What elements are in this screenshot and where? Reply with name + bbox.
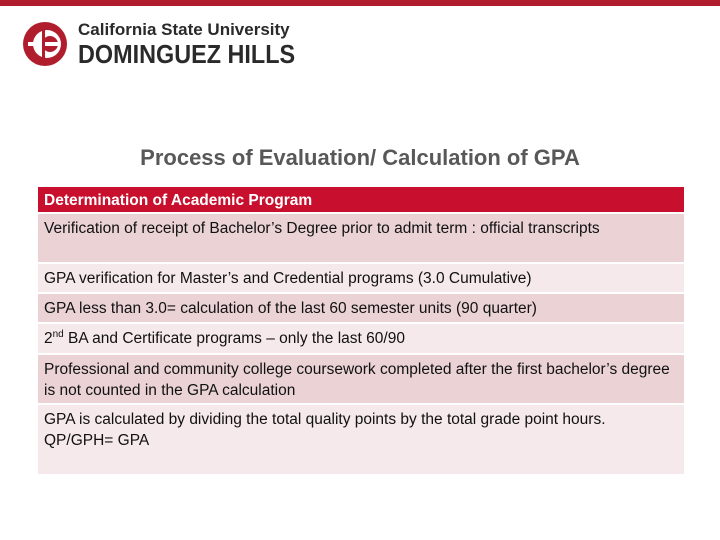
row-text: BA and Certificate programs – only the last 60/90	[63, 330, 405, 347]
table-row: GPA is calculated by dividing the total quality points by the total grade point hours. QP/GPH= GPA	[38, 405, 684, 476]
row-prefix: 2	[44, 330, 53, 347]
table-row: Professional and community college coursework completed after the first bachelor’s degree is not counted in the GPA calculation	[38, 355, 684, 405]
table-row: Verification of receipt of Bachelor’s Degree prior to admit term : official transcripts	[38, 214, 684, 264]
table-row: GPA verification for Master’s and Credential programs (3.0 Cumulative)	[38, 264, 684, 294]
csudh-seal-icon	[22, 21, 68, 67]
gpa-process-table	[38, 187, 684, 476]
university-logo	[22, 18, 296, 70]
slide-title: Process of Evaluation/ Calculation of GPA	[140, 145, 580, 170]
table-row	[38, 324, 684, 355]
table-header: Determination of Academic Program	[38, 187, 684, 214]
table-row: GPA less than 3.0= calculation of the last 60 semester units (90 quarter)	[38, 294, 684, 324]
row-superscript: nd	[52, 328, 64, 340]
top-accent-bar	[0, 0, 720, 6]
logo-university-name: California State University	[78, 20, 290, 39]
logo-campus-name: DOMINGUEZ HILLS	[78, 39, 296, 69]
